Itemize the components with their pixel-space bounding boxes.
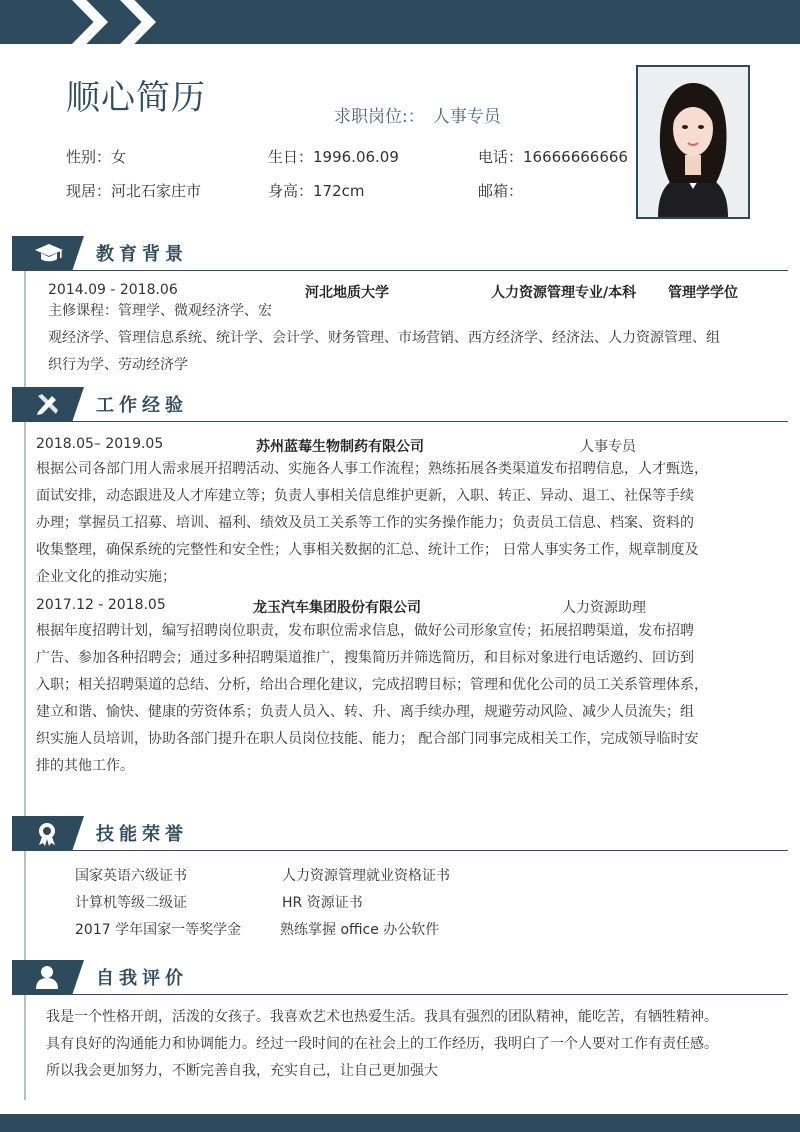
info-phone: 电话：16666666666 (478, 148, 628, 166)
edu-course-line: 主修课程：管理学、微观经济学、宏 (48, 303, 272, 319)
job1-description (36, 456, 788, 591)
skill-item: HR 资源证书 (282, 895, 363, 911)
job2-position: 人力资源助理 (562, 600, 646, 616)
medal-icon (34, 821, 60, 847)
chevron-decoration (72, 0, 108, 44)
job2-period: 2017.12 - 2018.05 (36, 597, 166, 613)
skill-item: 人力资源管理就业资格证书 (282, 868, 450, 884)
chevron-decoration (120, 0, 156, 44)
self-evaluation (46, 1004, 788, 1085)
edu-courses (48, 298, 788, 379)
pencil-ruler-icon (34, 392, 62, 416)
job2-line: 织实施人员培训，协助各部门提升在职人员岗位技能、能力； 配合部门同事完成相关工作，完成领导临时安 (36, 731, 699, 747)
self-line: 所以我会更加努力，不断完善自我，充实自己，让自己更加强大 (46, 1063, 438, 1079)
section-education-title: 教育背景 (96, 244, 188, 265)
edu-period: 2014.09 - 2018.06 (48, 282, 178, 298)
edu-degree: 管理学学位 (668, 285, 738, 301)
section-work-header (12, 387, 788, 421)
resume-title: 顺心简历 (66, 78, 206, 118)
info-height: 身高：172cm (268, 182, 365, 200)
self-line: 我是一个性格开朗，活泼的女孩子。我喜欢艺术也热爱生活。我具有强烈的团队精神，能吃苦，有牺牲精神。 (46, 1009, 718, 1025)
section-skills-title: 技能荣誉 (96, 824, 188, 845)
job1-line: 收集整理，确保系统的完整性和安全性；人事相关数据的汇总、统计工作； 日常人事实务工作，规章制度及 (36, 542, 699, 558)
job1-line: 企业文化的推动实施； (36, 569, 176, 585)
job1-line: 根据公司各部门用人需求展开招聘活动、实施各人事工作流程；熟练拓展各类渠道发布招聘信息，人才甄选， (36, 461, 708, 477)
section-work-title: 工作经验 (96, 395, 188, 416)
info-email: 邮箱： (478, 182, 524, 200)
edu-course-line: 织行为学、劳动经济学 (48, 357, 188, 373)
job-value: 人事专员 (432, 107, 501, 127)
skill-item: 2017 学年国家一等奖学金 (75, 922, 242, 938)
job2-line: 根据年度招聘计划，编写招聘岗位职责，发布职位需求信息，做好公司形象宣传；拓展招聘渠道，发布招聘 (36, 623, 694, 639)
profile-photo (636, 65, 750, 219)
info-birth: 生日：1996.06.09 (268, 148, 399, 166)
skill-item: 国家英语六级证书 (75, 868, 187, 884)
skill-item: 计算机等级二级证 (75, 895, 187, 911)
job-label: 求职岗位:： (334, 107, 425, 127)
section-self-title: 自我评价 (96, 968, 188, 989)
job1-company: 苏州蓝莓生物制药有限公司 (256, 439, 424, 455)
self-line: 具有良好的沟通能力和协调能力。经过一段时间的在社会上的工作经历，我明白了一个人要对工作有责任感。 (46, 1036, 718, 1052)
section-skills-header (12, 816, 788, 850)
bottom-banner (0, 1114, 800, 1132)
job2-description (36, 618, 788, 780)
job1-line: 面试安排，动态跟进及人才库建立等；负责人事相关信息维护更新，入职、转正、异动、退工、社保等手续 (36, 488, 694, 504)
person-icon (34, 965, 60, 989)
info-gender: 性别：女 (66, 148, 127, 166)
top-banner (0, 0, 800, 44)
info-residence: 现居：河北石家庄市 (66, 182, 202, 200)
job-target (334, 102, 501, 127)
skill-item: 熟练掌握 office 办公软件 (280, 922, 440, 938)
job2-line: 入职；相关招聘渠道的总结、分析，给出合理化建议，完成招聘目标；管理和优化公司的员工关系管理体系， (36, 677, 708, 693)
job1-line: 办理；掌握员工招募、培训、福利、绩效及员工关系等工作的实务操作能力；负责员工信息、档案、资料的 (36, 515, 694, 531)
job1-period: 2018.05– 2019.05 (36, 436, 164, 452)
section-self-header (12, 960, 788, 994)
edu-course-line: 观经济学、管理信息系统、统计学、会计学、财务管理、市场营销、西方经济学、经济法、人力资源管理、组 (48, 330, 720, 346)
job1-position: 人事专员 (580, 439, 636, 455)
portrait-image (638, 67, 748, 217)
job2-line: 广告、参加各种招聘会；通过多种招聘渠道推广，搜集简历并筛选简历，和目标对象进行电话邀约、回访到 (36, 650, 694, 666)
section-education-header (12, 236, 788, 270)
job2-company: 龙玉汽车集团股份有限公司 (253, 600, 421, 616)
job2-line: 建立和谐、愉快、健康的劳资体系；负责人员入、转、升、离手续办理，规避劳动风险、减少人员流失；组 (36, 704, 694, 720)
edu-major: 人力资源管理专业/本科 (491, 285, 637, 301)
edu-school: 河北地质大学 (305, 285, 389, 301)
graduation-cap-icon (34, 241, 64, 265)
job2-line: 排的其他工作。 (36, 758, 134, 774)
